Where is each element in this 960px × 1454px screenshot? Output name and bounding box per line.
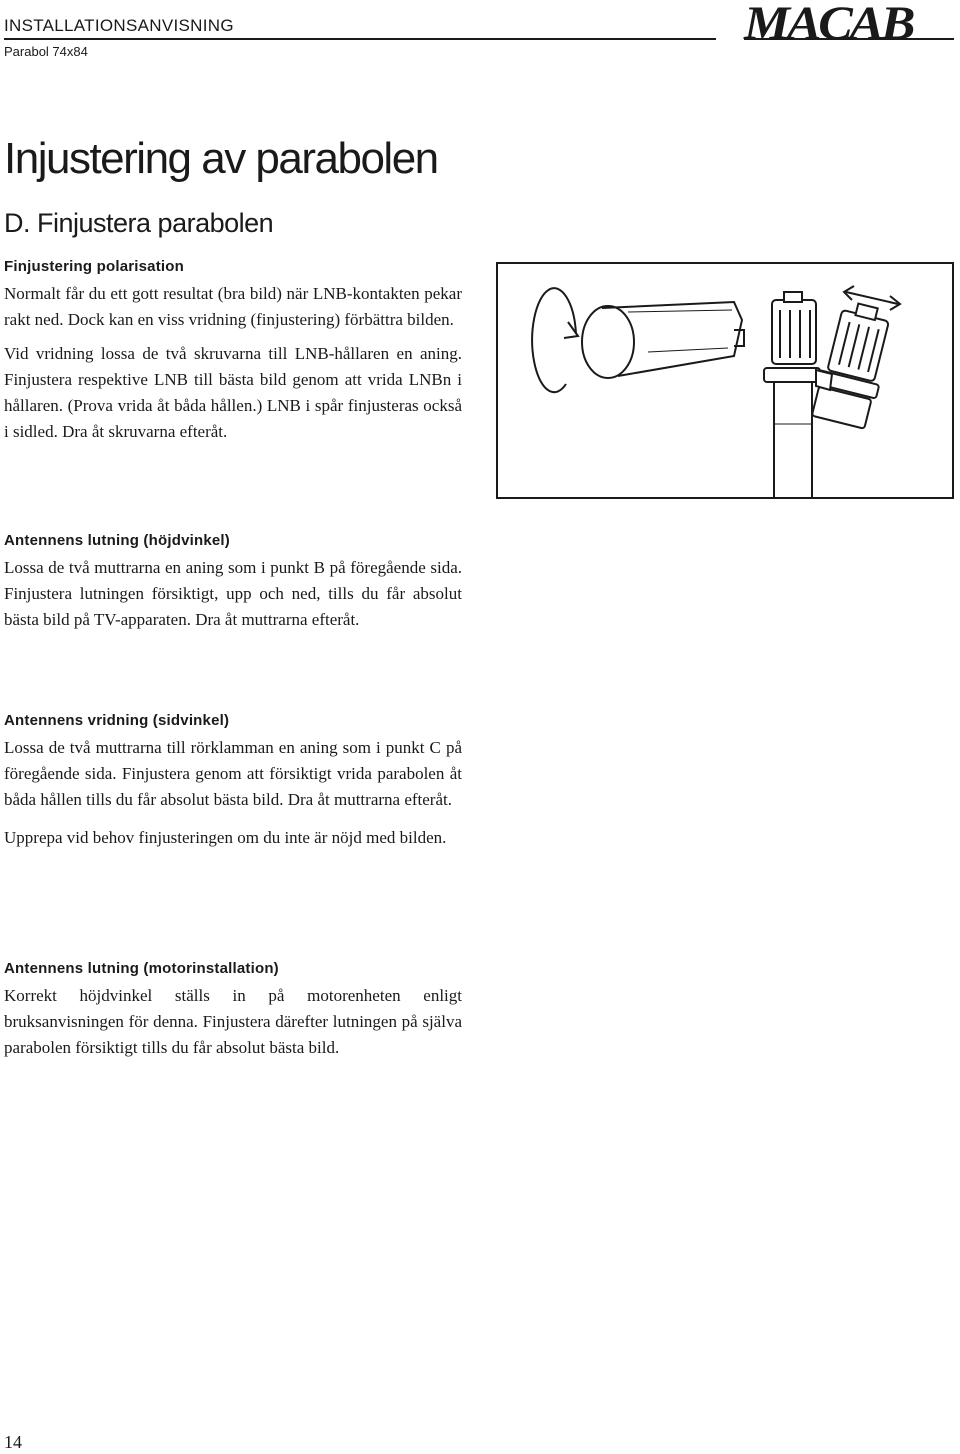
document-subtitle: Parabol 74x84 bbox=[4, 44, 88, 59]
section-polarisation bbox=[4, 258, 462, 445]
lnb-figure bbox=[496, 262, 954, 499]
section-heading-tilt: Antennens lutning (höjdvinkel) bbox=[4, 532, 230, 549]
section-heading-polarisation: Finjustering polarisation bbox=[4, 258, 185, 275]
section-rotation bbox=[4, 712, 462, 851]
section-motor bbox=[4, 960, 462, 1061]
paragraph: Korrekt höjdvinkel ställs in på motorenheten enligt bruksanvisningen för denna. Finjustera därefter lutningen på själva parabolen försiktigt tills du får absolut bästa bild. bbox=[4, 986, 462, 1057]
section-heading-motor: Antennens lutning (motorinstallation) bbox=[4, 960, 279, 977]
lnb-rotation-illustration-icon bbox=[498, 264, 952, 497]
paragraph: Lossa de två muttrarna till rörklamman en aning som i punkt C på föregående sida. Finjustera genom att försiktigt vrida parabolen åt båda hållen tills du får absolut bästa bild. Dra åt muttrarna efteråt. bbox=[4, 738, 462, 809]
section-heading: D. Finjustera parabolen bbox=[4, 208, 274, 238]
paragraph: Upprepa vid behov finjusteringen om du inte är nöjd med bilden. bbox=[4, 828, 447, 847]
page-number: 14 bbox=[4, 1432, 22, 1452]
section-heading-rotation: Antennens vridning (sidvinkel) bbox=[4, 712, 230, 729]
header-rule bbox=[4, 38, 716, 40]
document-title: INSTALLATIONSANVISNING bbox=[4, 16, 234, 35]
brand-logo: MACAB bbox=[744, 0, 913, 50]
section-tilt bbox=[4, 532, 462, 633]
paragraph: Vid vridning lossa de två skruvarna till LNB-hållaren en aning. Finjustera respektive LNB till bästa bild genom att vrida LNBn i hållaren. (Prova vrida åt båda hållen.) LNB i spår finjusteras också i sidled. Dra åt skruvarna efteråt. bbox=[4, 344, 462, 441]
paragraph: Lossa de två muttrarna en aning som i punkt B på föregående sida. Finjustera lutningen försiktigt, upp och ned, tills du får absolut bästa bild på TV-apparaten. Dra åt muttrarna efteråt. bbox=[4, 558, 462, 629]
paragraph: Normalt får du ett gott resultat (bra bild) när LNB-kontakten pekar rakt ned. Dock kan en viss vridning (finjustering) förbättra bilden. bbox=[4, 284, 462, 329]
page-title: Injustering av parabolen bbox=[4, 134, 438, 183]
